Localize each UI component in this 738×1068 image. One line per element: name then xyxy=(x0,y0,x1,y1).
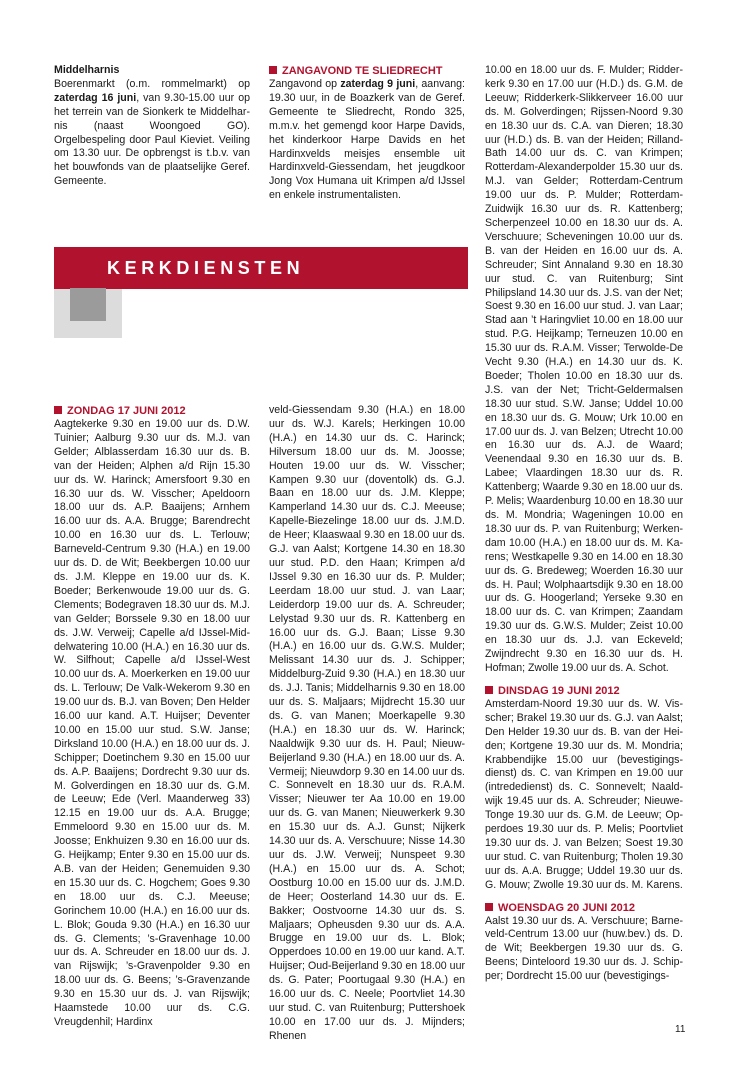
page-number: 11 xyxy=(675,1024,686,1035)
announcement-middelharnis xyxy=(54,64,250,189)
square-bullet-icon xyxy=(54,406,62,414)
announcement-zangavond xyxy=(269,64,465,203)
announcement-body xyxy=(54,78,250,189)
announcement-date: zaterdag 16 juni xyxy=(54,91,137,104)
square-bullet-icon xyxy=(485,903,493,911)
services-column-1 xyxy=(54,404,250,1030)
announcement-body xyxy=(269,78,465,203)
section-title: KERKDIENSTEN xyxy=(107,258,305,278)
square-bullet-icon xyxy=(485,686,493,694)
service-day-heading: ZONDAG 17 JUNI 2012 xyxy=(54,404,250,418)
services-column-2 xyxy=(269,404,465,1044)
service-listing: Aagtekerke 9.30 en 19.00 uur ds. D.W. Tuinier; Aalburg 9.30 uur ds. M.J. van Gelder; Alblasserdam 16.30 uur ds. B. van der Heiden; Alphen a/d Rijn 15.30 uur ds. W. Harinck; Amersfoort 9.30 en 16.30 uur ds. W. Visscher; Apeldoorn 18.00 uur ds. A.P. Baaijens; Arnhem 16.00 uur ds. A.A. Brugge; Barendrecht 10.00 en 16.30 uur ds. L. Terlouw; Barneveld-Centrum 9.30 (H.A.) en 19.00 uur ds. D. de Wit; Beekbergen 10.00 uur ds. J.M. Kleppe en 19.00 uur ds. K. Boeder; Berkenwoude 19.00 uur ds. G. Clements; Bodegraven 18.30 uur ds. M.J. van Gelder; Borssele 9.30 en 18.00 uur ds. J.W. Verweij; Capelle a/d IJssel-Middelwatering 10.00 (H.A.) en 16.30 uur ds. W. Silfhout; Capelle a/d IJssel-West 10.00 uur ds. A. Moerkerken en 19.00 uur ds. L. Terlouw; De Valk-Wekerom 9.30 en 19.00 uur ds. B.J. van Boven; Den Helder 16.00 uur kand. A.T. Huijser; Deventer 10.00 en 15.00 uur stud. S.W. Janse; Dirksland 10.00 (H.A.) en 18.00 uur ds. J. Schipper; Doetinchem 9.30 en 15.00 uur ds. A.P. Baaijens; Dordrecht 9.30 uur ds. M. Golverdingen en 18.30 uur ds. G.M. de Leeuw; Ede (Verl. Maanderweg 33) 12.15 en 19.00 uur ds. A.A. Brugge; Emmeloord 9.30 en 15.00 uur ds. M. Joosse; Enkhuizen 9.30 en 16.00 uur ds. G. Heijkamp; Enter 9.30 en 15.00 uur ds. A.B. van der Heiden; Genemuiden 9.30 en 15.30 uur ds. C. Hogchem; Goes 9.30 en 18.00 uur ds. C.J. Meeuse; Gorinchem 10.00 (H.A.) en 16.00 uur ds. L. Blok; Gouda 9.30 (H.A.) en 16.30 uur ds. G. Clements; ’s-Gravenhage 10.00 uur ds. A. Schreuder en 18.00 uur ds. J. van Rijswijk; ’s-Gravenpolder 9.30 en 18.00 uur ds. G. Beens; ’s-Gravenzande 9.30 en 15.30 uur ds. J. van Rijswijk; Haamstede 10.00 uur ds. C.G. Vreugdenhil; Hardinx xyxy=(54,418,250,1028)
service-listing: Amsterdam-Noord 19.30 uur ds. W. Visscher; Brakel 19.30 uur ds. G.J. van Aalst; Den Helder 19.30 uur ds. B. van der Heiden; Kortgene 19.30 uur ds. M. Mondria; Krabbendijke 15.00 uur (bevestigingsdienst) ds. C. van Krimpen en 19.00 uur (intrededienst) ds. C. Sonnevelt; Naaldwijk 19.45 uur ds. A. Schreuder; Nieuwe-Tonge 19.30 uur ds. G.M. de Leeuw; Opperdoes 19.30 uur ds. P. Melis; Poortvliet 19.30 uur ds. J. van Belzen; Soest 19.30 uur stud. C. van Ruitenburg; Tholen 19.30 uur ds. A.A. Brugge; Uddel 19.30 uur ds. G. Mouw; Zwolle 19.30 uur ds. M. Karens. xyxy=(485,697,683,891)
announcement-heading: ZANGAVOND TE SLIEDRECHT xyxy=(269,64,465,78)
banner-accent-block xyxy=(70,288,106,321)
service-listing: 10.00 en 18.00 uur ds. F. Mulder; Ridderkerk 9.30 en 17.00 uur (H.D.) ds. G.M. de Leeuw; Ridderkerk-Slikkerveer 16.00 uur ds. M. Golverdingen; Rijssen-Noord 9.30 en 18.30 uur ds. C.A. van Dieren; 18.30 uur (H.D.) ds. B. van der Heiden; Rilland-Bath 14.00 uur ds. C. van Krimpen; Rotterdam-Alexanderpolder 15.30 uur ds. M.J. van Gelder; Rotterdam-Centrum 19.00 uur ds. P. Mulder; Rotterdam-Zuidwijk 16.30 uur ds. R. Kattenberg; Scherpenzeel 10.00 en 18.30 uur ds. A. Verschuure; Scheveningen 10.00 uur ds. B. van der Heiden en 16.00 uur ds. A. Schreuder; Sint Annaland 9.30 en 18.30 uur stud. C. van Ruitenburg; Sint Philipsland 14.30 uur ds. J.S. van der Net; Soest 9.30 en 16.00 uur stud. J. van Laar; Stad aan ’t Haringvliet 10.00 en 18.00 uur stud. P.G. Heijkamp; Terneuzen 10.00 en 15.30 uur ds. R.A.M. Visser; Terwolde-De Vecht 9.30 (H.A.) en 14.30 uur ds. K. Boeder; Tholen 10.00 en 18.30 uur ds. J.S. van der Net; Tricht-Geldermalsen 18.30 uur stud. S.W. Janse; Uddel 10.00 en 18.30 uur ds. G. Mouw; Urk 10.00 en 17.00 uur ds. J. van Belzen; Utrecht 10.00 en 16.30 uur ds. A.J. de Waard; Veenendaal 9.30 en 16.30 uur ds. B. Labee; Vlaardingen 18.30 uur ds. R. Kattenberg; Waarde 9.30 en 18.00 uur ds. P. Melis; Waardenburg 10.00 en 18.30 uur ds. M. Mondria; Wageningen 10.00 en 18.30 uur ds. P. van Ruitenburg; Werkendam 10.00 (H.A.) en 18.00 uur ds. M. Karens; Westkapelle 9.30 en 14.00 en 18.30 uur ds. G. Bredeweg; Woerden 16.30 uur ds. H. Paul; Wolphaartsdijk 9.30 en 18.00 uur ds. G. Hoogerland; Yerseke 9.30 en 18.00 uur ds. C. van Krimpen; Zaandam 19.30 uur ds. G.W.S. Mulder; Zeist 10.00 en 18.30 uur ds. J.J. van Eckeveld; Zwijndrecht 9.30 en 16.30 uur ds. H. Hofman; Zwolle 19.00 uur ds. A. Schot. xyxy=(485,64,683,674)
section-banner xyxy=(54,247,468,289)
service-day-heading: WOENSDAG 20 JUNI 2012 xyxy=(485,901,683,915)
announcement-title: Middelharnis xyxy=(54,64,120,76)
service-listing: Aalst 19.30 uur ds. A. Verschuure; Barneveld-Centrum 13.00 uur (huw.bev.) ds. D. de Wit; Beekbergen 19.30 uur ds. G. Beens; Dinteloord 19.30 uur ds. J. Schipper; Dordrecht 15.00 uur (bevestigings- xyxy=(485,914,683,983)
services-column-3 xyxy=(485,64,683,984)
announcement-text-post: , van 9.30-15.00 uur op het terrein van de Sionkerk te Middelharnis (naast Woongoed GO). Orgelbespeling door Paul Kieviet. Veiling om 13.30 uur. De opbrengst is t.b.v. van het bouwfonds van de plaatselijke Geref. Gemeente. xyxy=(54,91,250,188)
square-bullet-icon xyxy=(269,66,277,74)
announcement-text-post: , aanvang: 19.30 uur, in de Boazkerk van de Geref. Gemeente te Sliedrecht, Rondo 325, m.m.v. het gemengd koor Harpe Davids, het kinderkoor Harpe Davids en het Hardinxvelds meisjes ensemble uit Hardinxveld-Giessendam, het jeugdkoor Jong Vox Humana uit Krimpen a/d IJssel en enkele instrumentalisten. xyxy=(269,78,465,202)
service-listing: veld-Giessendam 9.30 (H.A.) en 18.00 uur ds. W.J. Karels; Herkingen 10.00 (H.A.) en 14.30 uur ds. C. Harinck; Hilversum 18.00 uur ds. M. Joosse; Houten 19.00 uur ds. W. Visscher; Kampen 9.30 uur (doventolk) ds. G.J. Baan en 18.00 uur ds. J.M. Kleppe; Kamperland 14.30 uur ds. C.J. Meeuse; Kapelle-Biezelinge 18.00 uur ds. J.M.D. de Heer; Klaaswaal 9.30 en 18.00 uur ds. G.J. van Aalst; Kortgene 14.30 en 18.30 uur stud. P.D. den Haan; Krimpen a/d IJssel 9.30 en 16.30 uur ds. P. Mulder; Leerdam 18.00 uur stud. J. van Laar; Leiderdorp 19.00 uur ds. A. Schreuder; Lelystad 9.30 uur ds. R. Kattenberg en 16.00 uur ds. G.J. Baan; Lisse 9.30 (H.A.) en 16.00 uur ds. G.W.S. Mulder; Melissant 14.30 uur ds. J. Schipper; Middelburg-Zuid 9.30 (H.A.) en 18.30 uur ds. J.J. Tanis; Middelharnis 9.30 en 18.00 uur ds. S. Maljaars; Mijdrecht 15.30 uur ds. G. van Manen; Moerkapelle 9.30 (H.A.) en 18.30 uur ds. W. Harinck; Naaldwijk 9.30 uur ds. H. Paul; Nieuw-Beijerland 9.30 (H.A.) en 18.00 uur ds. A. Vermeij; Nieuwdorp 9.30 en 14.00 uur ds. C. Sonnevelt en 18.30 uur ds. R.A.M. Visser; Nieuwer ter Aa 10.00 en 19.00 uur ds. G. van Manen; Nieuwerkerk 9.30 en 15.30 uur ds. A.J. Gunst; Nijkerk 14.30 uur ds. A. Verschuure; Nisse 14.30 uur ds. J.W. Verweij; Nunspeet 9.30 (H.A.) en 15.00 uur ds. A. Schot; Oostburg 10.00 en 15.00 uur ds. J.M.D. de Heer; Oosterland 14.30 uur ds. E. Bakker; Oostvoorne 14.30 uur ds. S. Maljaars; Opheusden 9.30 uur ds. A.A. Brugge en 19.00 uur ds. L. Blok; Opperdoes 10.00 en 19.00 uur kand. A.T. Huijser; Oud-Beijerland 9.30 en 18.00 uur ds. G. Pater; Poortugaal 9.30 (H.A.) en 16.00 uur ds. C. Neele; Poortvliet 14.30 uur stud. C. van Ruitenburg; Puttershoek 10.00 en 17.00 uur ds. J. Mijnders; Rhenen xyxy=(269,404,465,1042)
announcement-text-pre: Boerenmarkt (o.m. rommelmarkt) op xyxy=(54,77,250,90)
announcement-date: zaterdag 9 juni xyxy=(340,78,416,90)
announcement-text-pre: Zangavond op xyxy=(269,78,341,90)
service-day-heading: DINSDAG 19 JUNI 2012 xyxy=(485,684,683,698)
